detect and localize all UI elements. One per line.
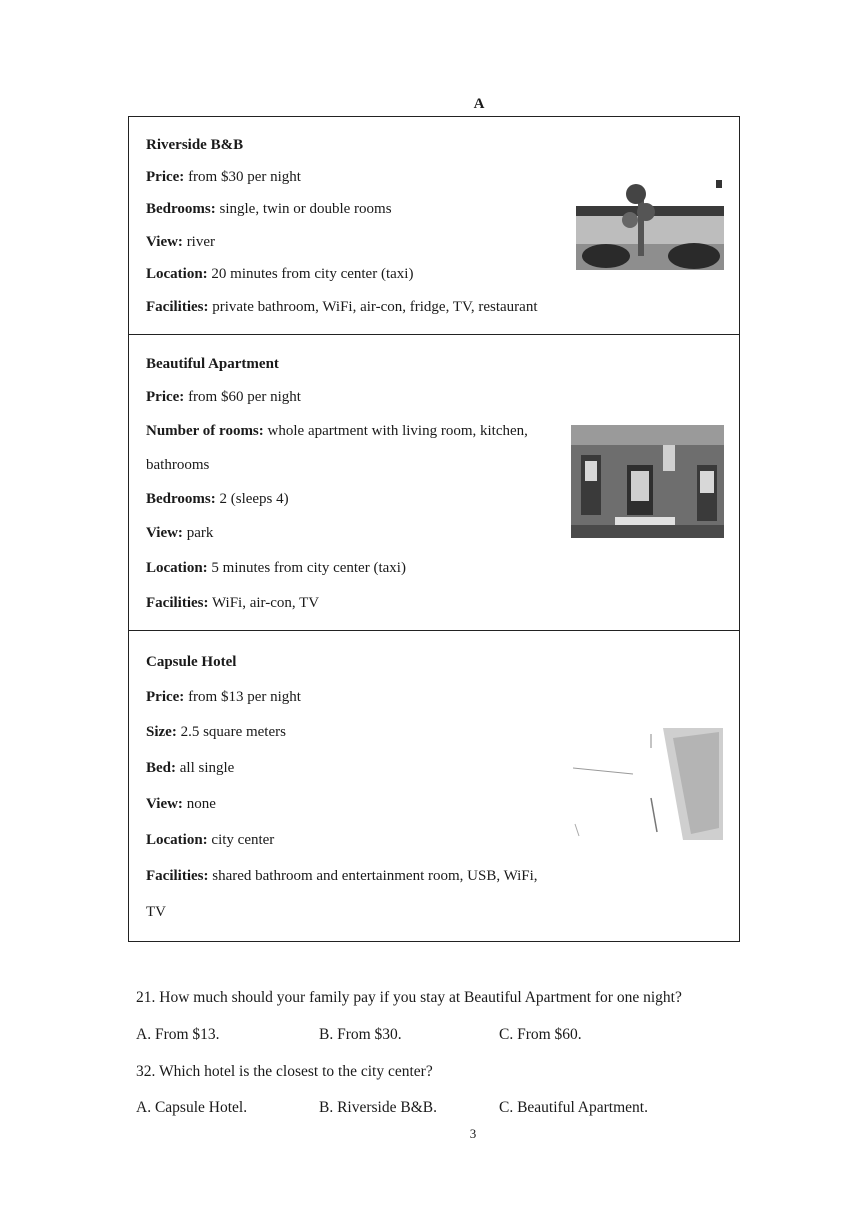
apartment-photo <box>571 425 724 538</box>
location-row: Location: 20 minutes from city center (taxi) <box>146 266 414 282</box>
listing-title: Capsule Hotel <box>146 654 237 670</box>
location-row: Location: city center <box>146 832 275 848</box>
page-number: 3 <box>469 1126 477 1141</box>
view-row: View: river <box>146 234 216 250</box>
option-a: A. Capsule Hotel. <box>136 1099 248 1116</box>
facilities-row: Facilities: private bathroom, WiFi, air-con, fridge, TV, restaurant <box>146 299 538 315</box>
bedrooms-row: Bedrooms: 2 (sleeps 4) <box>146 491 289 507</box>
option-c: C. From $60. <box>499 1026 582 1043</box>
price-row: Price: from $60 per night <box>146 389 301 405</box>
option-c: C. Beautiful Apartment. <box>499 1099 648 1116</box>
location-row: Location: 5 minutes from city center (taxi) <box>146 560 406 576</box>
option-b: B. From $30. <box>319 1026 402 1043</box>
facilities-row-cont: TV <box>146 904 166 920</box>
capsule-photo <box>573 728 723 840</box>
view-row: View: park <box>146 525 214 541</box>
price-row: Price: from $13 per night <box>146 689 301 705</box>
listing-title: Beautiful Apartment <box>146 356 279 372</box>
riverside-photo <box>576 176 724 270</box>
price-row: Price: from $30 per night <box>146 169 301 185</box>
question-text: 32. Which hotel is the closest to the city center? <box>136 1063 433 1080</box>
section-letter: A <box>473 96 485 112</box>
view-row: View: none <box>146 796 216 812</box>
size-row: Size: 2.5 square meters <box>146 724 286 740</box>
listing-title: Riverside B&B <box>146 137 244 153</box>
facilities-row: Facilities: shared bathroom and entertainment room, USB, WiFi, <box>146 868 538 884</box>
question-text: 21. How much should your family pay if you stay at Beautiful Apartment for one night? <box>136 989 682 1006</box>
bedrooms-row: Bedrooms: single, twin or double rooms <box>146 201 392 217</box>
facilities-row: Facilities: WiFi, air-con, TV <box>146 595 320 611</box>
option-a: A. From $13. <box>136 1026 220 1043</box>
option-b: B. Riverside B&B. <box>319 1099 437 1116</box>
rooms-row-cont: bathrooms <box>146 457 210 473</box>
bed-row: Bed: all single <box>146 760 235 776</box>
rooms-row: Number of rooms: whole apartment with living room, kitchen, <box>146 423 528 439</box>
